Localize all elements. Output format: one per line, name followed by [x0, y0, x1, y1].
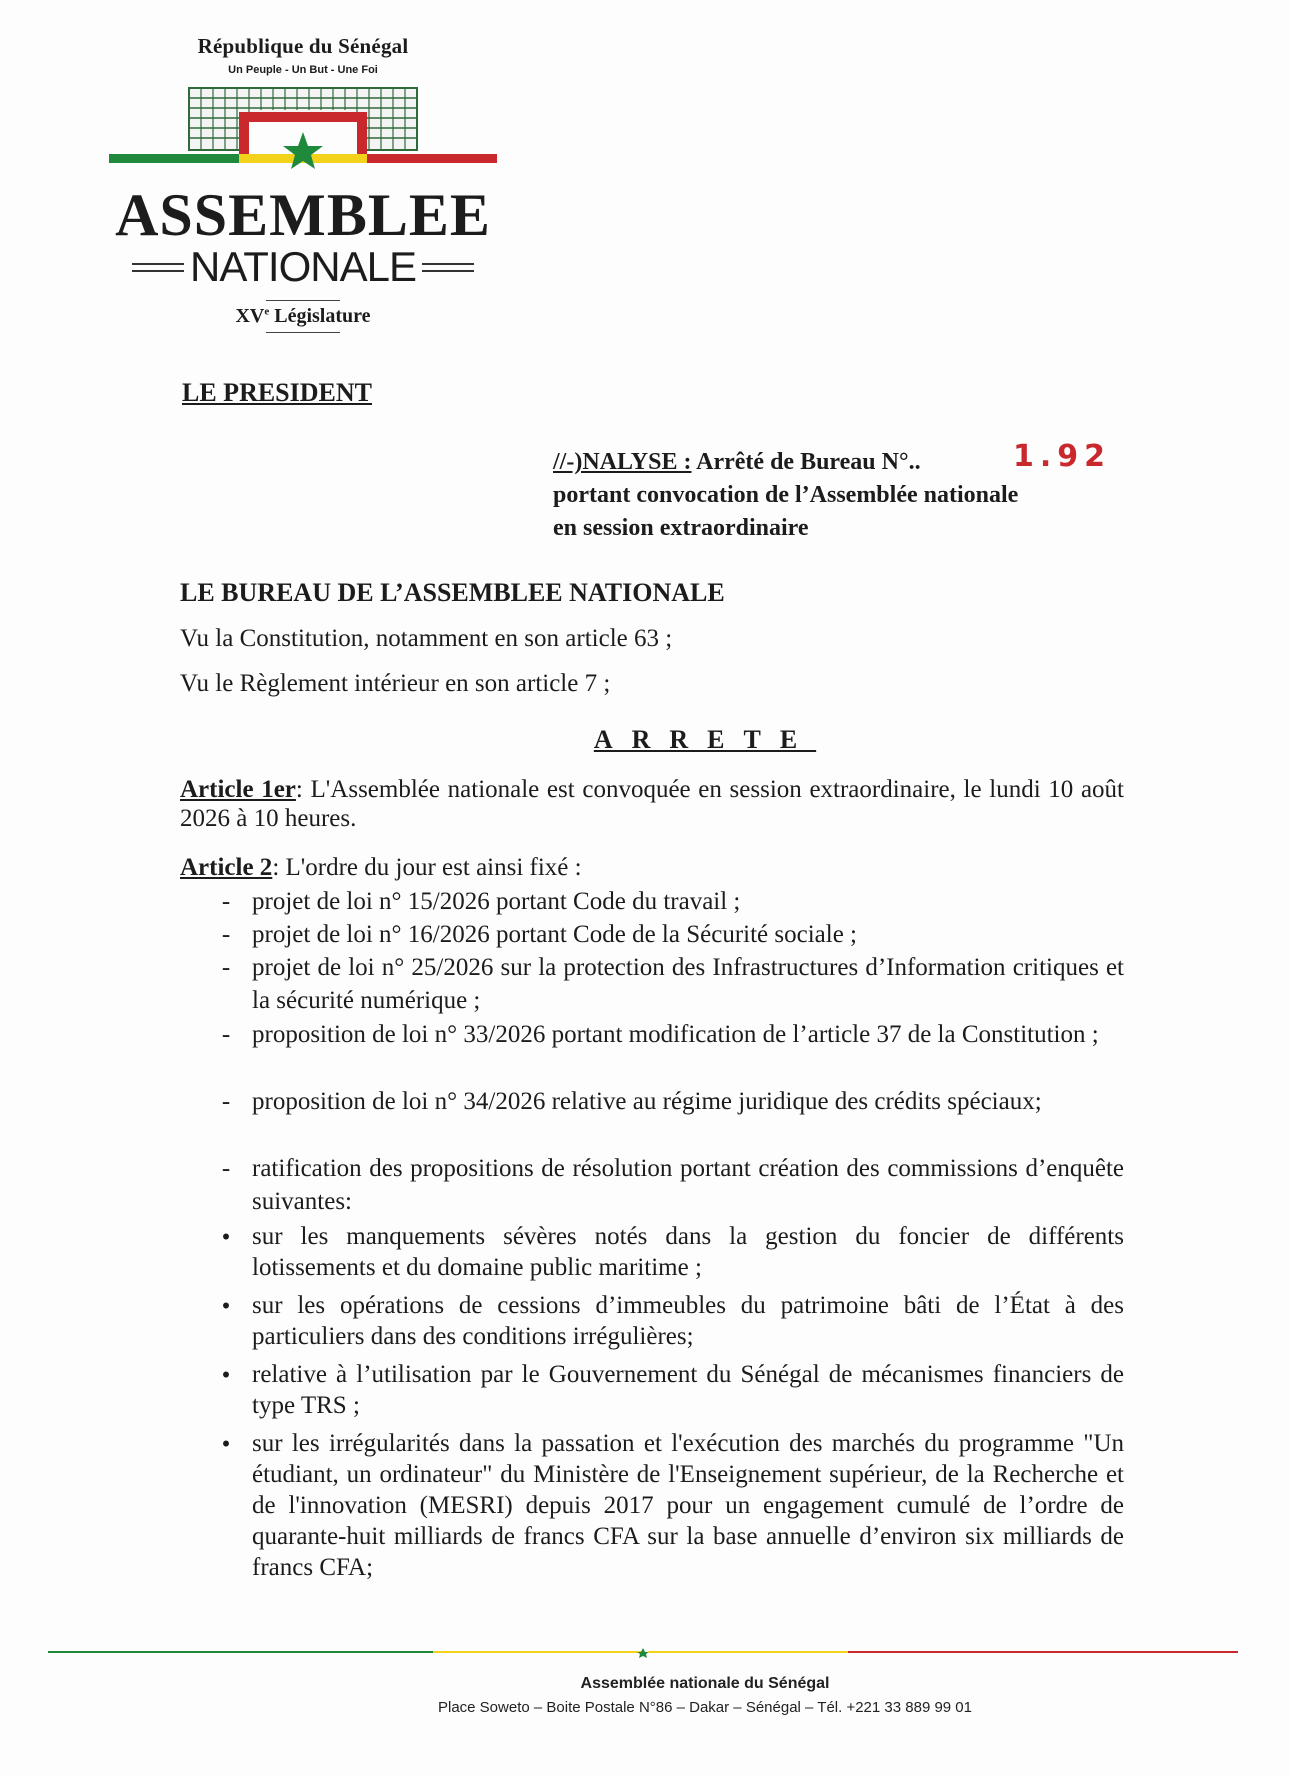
list-item-text: sur les opérations de cessions d’immeubles du patrimoine bâti de l’État à des particuliers dans des conditions irrégulières;: [252, 1292, 1124, 1350]
list-item-text: sur les irrégularités dans la passation et l'exécution des marchés du programme "Un étudiant, un ordinateur" du Ministère de l'Enseignement supérieur, de la Recherche et de l'innovation (MESRI) depuis 2017 pour un engagement cumulé de l’ordre de quarante-huit milliards de francs CFA sur la base annuelle d’environ six milliards de francs CFA;: [252, 1430, 1124, 1581]
dash-marker: -: [221, 1021, 231, 1048]
article-1-text: : L'Assemblée nationale est convoquée en session extraordinaire, le lundi 10 août 2026 à 10 heures.: [180, 776, 1124, 832]
double-rule-left: [132, 263, 184, 272]
bullet-marker: •: [221, 1362, 231, 1389]
article-2-text: : L'ordre du jour est ainsi fixé :: [272, 854, 582, 881]
dash-marker: -: [221, 954, 231, 981]
analyse-title-line-3: en session extraordinaire: [553, 515, 809, 541]
article-1-label: Article 1er: [180, 776, 296, 803]
footer-address: Place Soweto – Boite Postale N°86 – Dakar – Sénégal – Tél. +221 33 889 99 01: [437, 1699, 972, 1716]
bureau-heading: LE BUREAU DE L’ASSEMBLEE NATIONALE: [180, 578, 725, 607]
nationale-wordmark: NATIONALE: [190, 243, 416, 290]
legislature-roman: XV: [235, 305, 265, 327]
legislature-text: Législature: [269, 305, 371, 327]
assemblee-wordmark: ASSEMBLEE: [115, 182, 491, 248]
footer-star-icon: [637, 1648, 649, 1658]
list-item-text: projet de loi n° 16/2026 portant Code de la Sécurité sociale ;: [252, 921, 857, 948]
legislature-label: [108, 305, 498, 328]
dash-marker: -: [221, 921, 231, 948]
vu-constitution: Vu la Constitution, notamment en son article 63 ;: [180, 625, 673, 652]
analyse-title-line-2: portant convocation de l’Assemblée nationale: [553, 482, 1019, 508]
list-item-text: sur les manquements sévères notés dans la gestion du foncier de différents lotissements et du domaine public maritime ;: [252, 1223, 1124, 1281]
nationale-wordmark-row: [108, 244, 498, 290]
list-item-text: proposition de loi n° 33/2026 portant modification de l’article 37 de la Constitution ;: [252, 1021, 1099, 1048]
analyse-label: //-)NALYSE :: [553, 449, 692, 475]
article-1: [180, 775, 1124, 833]
dash-marker: -: [221, 1088, 231, 1115]
analyse-block: [553, 439, 1112, 545]
article-2-label: Article 2: [180, 854, 273, 881]
legislature-rule-bottom: [266, 332, 340, 333]
list-item-text: projet de loi n° 15/2026 portant Code du travail ;: [252, 888, 741, 915]
analyse-title-line-1: Arrêté de Bureau N°..: [691, 449, 921, 475]
assembly-building-emblem: [109, 82, 497, 182]
legislature-superscript: e: [264, 305, 270, 318]
double-rule-right: [422, 263, 474, 272]
dash-marker: -: [221, 888, 231, 915]
list-item-text: ratification des propositions de résolution portant création des commissions d’enquête suivantes:: [252, 1155, 1124, 1215]
bullet-marker: •: [221, 1224, 231, 1251]
article-2: [180, 853, 1124, 882]
president-heading: LE PRESIDENT: [182, 378, 372, 407]
vu-reglement: Vu le Règlement intérieur en son article 7 ;: [180, 670, 611, 697]
arrete-heading: ARRETE: [593, 725, 817, 754]
handwritten-decree-number: 1.92: [1013, 439, 1112, 474]
footer-title: Assemblée nationale du Sénégal: [580, 1675, 830, 1692]
analyse-line-1: [553, 446, 1018, 479]
footer-tricolour-rule: [48, 1646, 1238, 1660]
bullet-marker: •: [221, 1293, 231, 1320]
bullet-marker: •: [221, 1431, 231, 1458]
list-item-text: relative à l’utilisation par le Gouvernement du Sénégal de mécanismes financiers de type TRS ;: [252, 1361, 1124, 1419]
national-motto: Un Peuple - Un But - Une Foi: [228, 64, 378, 76]
legislature-rule-top: [266, 300, 340, 301]
list-item-text: proposition de loi n° 34/2026 relative au régime juridique des crédits spéciaux;: [252, 1088, 1042, 1115]
list-item-text: projet de loi n° 25/2026 sur la protection des Infrastructures d’Information critiques et la sécurité numérique ;: [252, 954, 1124, 1014]
republic-name: République du Sénégal: [197, 34, 409, 58]
dash-marker: -: [221, 1155, 231, 1182]
letterhead: [108, 34, 498, 333]
